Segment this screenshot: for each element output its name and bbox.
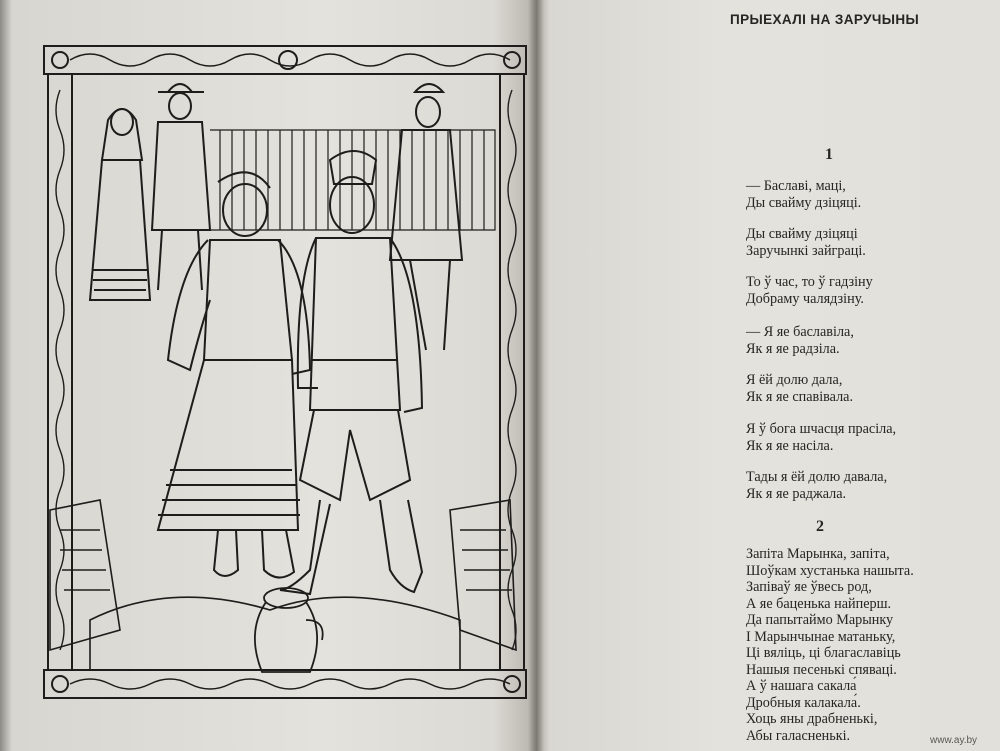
poem-line: Нашыя песенькі спяваці. <box>746 661 897 678</box>
stanza <box>746 324 854 357</box>
stanza <box>746 178 861 211</box>
poem-line: Як я яе радзіла. <box>746 340 840 357</box>
poem-line: Як я яе раджала. <box>746 485 847 502</box>
poem-line: Добраму чалядзіну. <box>746 290 864 307</box>
frame-right <box>500 74 524 670</box>
poem-line: Ды свайму дзіцяці. <box>746 194 862 211</box>
poem-line: — Я яе баславіла, <box>746 324 854 340</box>
poem-line: І Марынчынае матаньку, <box>746 628 896 645</box>
frame-top <box>44 46 526 74</box>
frame-left <box>48 74 72 670</box>
stanza <box>746 226 866 259</box>
figure-bride <box>158 172 310 577</box>
stanza <box>746 421 896 454</box>
poem-line: Абы галасненькі. <box>746 727 851 744</box>
embroidered-towel <box>50 500 516 670</box>
poem-line: Да папытаймо Марынку <box>746 612 894 628</box>
poem-line: Заручынкі зайграці. <box>746 242 866 259</box>
page-heading: ПРЫЕХАЛІ НА ЗАРУЧЫНЫ <box>730 12 920 27</box>
figure-background-man-hat <box>152 84 210 290</box>
stanza <box>746 546 914 744</box>
poem-line: Як я яе спавівала. <box>746 388 854 405</box>
book-gutter <box>528 0 544 751</box>
poem-line: А яе баценька найперш. <box>746 595 892 612</box>
poem-line: Я ў бога шчасця прасіла, <box>746 421 897 437</box>
poem-line: Хоць яны драбненькі, <box>746 711 878 727</box>
poem-line: Ды свайму дзіцяці <box>746 226 858 242</box>
poem-line: Запіваў яе ўвесь род, <box>746 579 872 595</box>
poem-line: Ці вяліць, ці благаславіць <box>746 645 901 661</box>
illustration-drawing <box>30 30 530 720</box>
figure-background-woman <box>90 109 150 300</box>
folk-illustration <box>30 30 530 720</box>
poem-line: Як я яе насіла. <box>746 437 834 454</box>
figure-background-man-right <box>390 84 462 350</box>
poem-line: Я ёй долю дала, <box>746 372 843 388</box>
poem-line: Дробныя калакала́. <box>746 694 861 711</box>
site-watermark: www.ay.by <box>930 735 978 746</box>
section-number: 2 <box>816 518 824 535</box>
poem-line: Шоўкам хустанька нашыта. <box>746 562 914 579</box>
clay-jug <box>255 588 323 672</box>
section-number: 1 <box>825 146 833 163</box>
stanza <box>746 469 887 502</box>
stanza <box>746 274 873 307</box>
frame-bottom <box>44 670 526 698</box>
poem-line: Запіта Марынка, запіта, <box>746 546 890 562</box>
poem-line: А ў нашага сакала́ <box>746 678 857 694</box>
poem-line: — Баславі, маці, <box>746 178 846 194</box>
poem-column <box>560 0 990 751</box>
poem-line: Тады я ёй долю давала, <box>746 469 888 485</box>
poem-line: То ў час, то ў гадзіну <box>746 274 873 290</box>
stanza <box>746 372 853 405</box>
